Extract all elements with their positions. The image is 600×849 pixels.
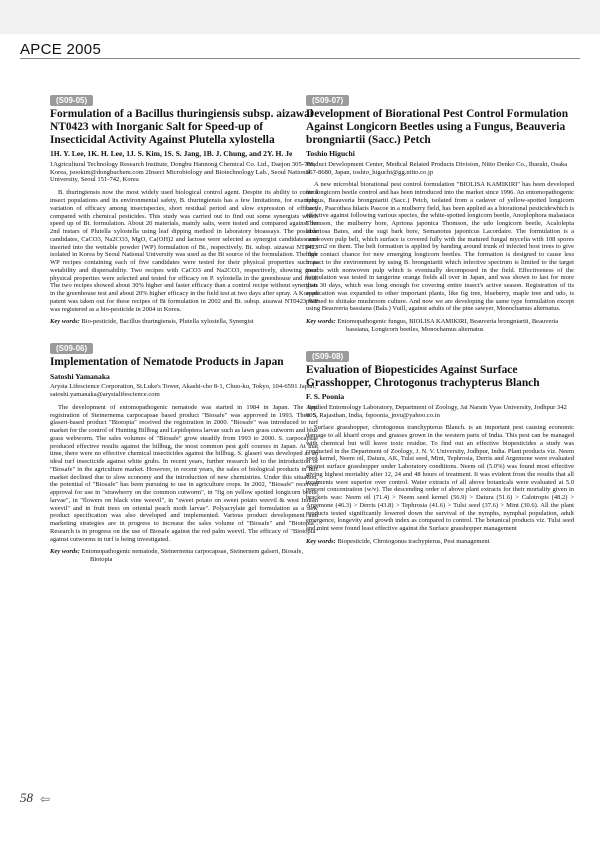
page-number: 58 <box>20 790 33 805</box>
article-affiliation: Applied Entomology Laboratory, Department of Zoology, Jai Narain Vyas University, Jodhpur 342 005, Rajasthan, India, fspoonia_jnvu@yahoo.co.in <box>306 403 567 419</box>
article-s09-05 <box>50 90 318 326</box>
article-affiliation: Product Development Center, Medical Related Products Division, Nitto Denko Co., Ibaraki, Osaka 567-8680, Japan, toshio_higuchi@gg.nitto.co.jp <box>306 160 568 176</box>
article-s09-06 <box>50 338 318 564</box>
article-affiliation: Arysta Lifescience Corporation, St.Luke's Tower, Akashi-cho 8-1, Chuo-ku, Tokyo, 104-6591 Japan, satoshi.yamanaka@arystalifescience.com <box>50 383 316 399</box>
article-authors: Satoshi Yamanaka <box>50 371 110 381</box>
article-abstract: A new microbial biorational pest control formulation "BIOLISA KAMIKIRI" has been developed for longicorn beetle control and has been introduced into the market since 1996. An entomopathogenic fungus, Beauveria brongniartii (Sacc.) Petch, isolated from a cadaver of yellow-spotted longicorn beetle, Psacothea hilaris Pascoe in a mulberry field, has been applied as a biorational pesticidewhich is effective against following various species, the white-spotted longicorn beetle, Anoplophora malasiaca Thomson, the mulberry bore, Apriona japonica Thomson, the udo longicorn beetle, Acalolepta luxuriosa Bates, and the sugi bark bore, Semanotus japonicus Lacordaire. The formulation is a nonwoven pulp belt, which surface is covered fully with the matured fungal mycelia with 108 spores per cm2 on them. The belt formation is applied by banding around trunk of infected host trees to give high contact chance for new emerging longicorn beetles. The formation is designed to cause less impact to the environment by using B. brongniartii which infective spectrum is limited to the target insects with nonwoven pulp which is eventually decomposed in the field. Effectiveness of the formulation was tested in tangerine orange fields all over in Japan, and was shown to last for more than 30 days, which was long enough for covering entire insect's active season. Registration of its application was expanded to other important plants, like fig tree, blueberry, maple tree and udo, is planned to shiitake mushroom culture. And now we are developing the same type formulation except using Beauveria bassiana (Bals.) Vuill, against adults of the pine sawyer, Monochamus alternatus. <box>306 181 574 313</box>
article-abstract: The development of entomopathogenic nematode was started in 1984 in Japan. The first registration of Steinernema carpocapsae based product "Biosafe" was approved in 1993. Then S. glaseri-based product "Biotopia" received the registration in 2000. "Biosafe" was introduced to turf market for the control of Hunting Billbug and Lepidoptera larvae such as lawn grass cutworm and blue grass webworm. The sales volumes of "Biosafe" grow steadily from 1993 to 2000. S. carpocapsae produced effective results against the billbug, the most common pest golf courses in Japan. At that time, there were no effective chemical insecticides against the billbug. S. glaseri was developed as an ideal turf insecticide against white grubs. In recent years, further research led to the introduction of "Biosafe" in the agriculture market. However, in recent years, the sales of biological products in turf market declined due to slow economy and the introduction of new chemistries. Under this situation, the potential of "Biosafe" has been pursuing to use in agriculture crops. In 2002, "Biosafe" received approval for use in "strawberry on the common cutworm", in "fig on yellow spotted longicorn beetle larvae", in "flowers on black vine weevil", in "sweet potato on sweet potato weevil & west Indian weevil" and in fruit trees on oriental peach moth larvae". Polyacrylate gel formulation as a new product specification was also developed and implemented. Various product development and marketing strategies are in progress to increase the sales volume of "Biosafe" and "Biotopia". Research is in progress on the use of Biosafe against the red palm weevil. The efficacy of "Biotopia" against cutworms in turf is being investigated. <box>50 403 318 543</box>
article-keywords: Key words: Entomopathogenic fungus, BIOLISA KAMIKIRI, Beauveria brongniartii, Beauveria bassiana, Longicorn beetles, Monochamus alternatus <box>306 318 559 333</box>
article-abstract: Surface grasshopper, chrotogonus tranchypterus Blanch. is an important pest causing economic damage to all kharif crops and grasses grown in the western parts of India. This pest can be managed with chemical but will leave toxic residue. To find out an effective biopesticides a study was conducted in the Department of Zoology, J. N. V. University, Jodhpur, India. Plant products viz. Neem seed kernel, Neem oil, Datura, AK, Tulsi seed, Mint, Tephrosia, Derris and Argemone were evaluated against surface grasshopper under Laboratory conditions. Neem oil (5.0%) was found most effective giving highest mortality after 12, 24 and 48 hours of treatment. It was evident from the results that all treatments were superior over control. Water extracts of all above botanicals were evaluated at 5.0 percent concentration (w/v). The descending order of above plant extracts for their mortality given in brackets was: Neem oil (71.4) > Neem seed kernel (56.9) > Datura (51.6) > Calotropis (48.2) > Argemone (46.3) > Derris (43.8) > Tephrosia (41.6) > Tulsi seed (37.6) > Mint (30.6). All the plant products tested significantly lowered down the survival of the nymphs, nymphal population, adult emergence, longevity and growth index as compared to control. The botanical products viz. Tulsi seed and mint were found least effective against the Surface grasshopper management <box>306 424 574 533</box>
article-s09-07 <box>306 90 574 334</box>
article-abstract: B. thuringiensis now the most widely used biological control agent. Despite its ability to control insect populations and its environmental safety, B. thuringiensis has a few limitations, for example, variation of efficacy among insectspecies, short residual period and slow expression of efficacy compared with chemical pesticides. This study was carried out to find out some synergists which speed up of Bt. formulation. About 20 materials, mainly salts, were tested and compared against the 2nd instars of Plutella xylostella using leaf dipping method in laboratory bioassays. The possible candidates, CaCO3, Na2CO3, MgO, Ca(OH)2 and lactose were selected as synergist candidates and inserted into the wettable powder (WP) formulation of Bt., respectively. Bt. subsp. aizawai NT0423 isolated in Korea by Seoul National University was used as the Bt source of the formulation. The five WP recipes containing each of five candidates were tested for their physical properties such as wetability and dispersability. Two recipes with CaCO3 and Na2CO3, respectively, showing good physical properties were selected and tested for efficacy on P. xylostella in the greenhouse and field. The two recipes showed about 30% higher and faster efficacy than a control recipe without synergists in the greenhouse test and about 20% higher efficacy in the field test at two days after spray. A Korean patent was taken out for these recipes of Bt formulation in 2002 and Bt. subsp. aizawai NT0423 WP was registered as a bio-pesticide in 2004 in Korea. <box>50 189 318 313</box>
session-code-badge: (S09-07) <box>306 95 349 106</box>
journal-header: APCE 2005 <box>20 41 102 58</box>
session-code-badge: (S09-08) <box>306 351 349 362</box>
arrow-left-icon: ⇦ <box>40 792 51 806</box>
header-rule <box>20 58 580 59</box>
session-code-badge: (S09-06) <box>50 343 93 354</box>
article-title: Development of Biorational Pest Control Formulation Against Longicorn Beetles using a Fungus, Beauveria brongniartii (Sacc.) Petch <box>306 108 569 146</box>
article-authors: F. S. Poonia <box>306 392 345 402</box>
article-affiliation: 1Agricultural Technology Research Institute, Dongbu Hannong Chemical Co. Ltd., Daejon 305-708, Korea, jsookim@dongbuchem.com 2Insect Microbiology and Biotechnology Lab., Seoul National University, Seoul 151-742, Korea <box>50 160 316 184</box>
article-title: Formulation of a Bacillus thuringiensis subsp. aizawai NT0423 with Inorganic Salt for Speed-up of Insecticidal Activity Against Plutella xylostella <box>50 108 313 146</box>
article-s09-08 <box>306 346 574 546</box>
article-keywords: Key words: Entomopathogenic nematode, Steinernema carpocapsae, Steinernem galseri, Biosafe, Biotopia <box>50 548 304 564</box>
article-keywords: Key words: Bio-pesticide, Bacillus thuringiensis, Plutella xylostella, Synergist <box>50 318 254 326</box>
right-column <box>306 90 574 558</box>
header-band <box>0 0 600 34</box>
article-title: Evaluation of Biopesticides Against Surface Grasshopper, Chrotogonus trachypterus Blanch <box>306 363 540 389</box>
article-authors: Toshio Higuchi <box>306 149 355 159</box>
left-column <box>50 90 318 576</box>
article-title: Implementation of Nematode Products in Japan <box>50 356 284 369</box>
article-authors: 1H. Y. Lee, 1K. H. Lee, 1J. S. Kim, 1S. S. Jang, 1B. J. Chung, and 2Y. H. Je <box>50 149 293 159</box>
article-keywords: Key words: Biopesticide, Chrotogonus trachypterus, Pest management <box>306 537 490 545</box>
session-code-badge: (S09-05) <box>50 95 93 106</box>
